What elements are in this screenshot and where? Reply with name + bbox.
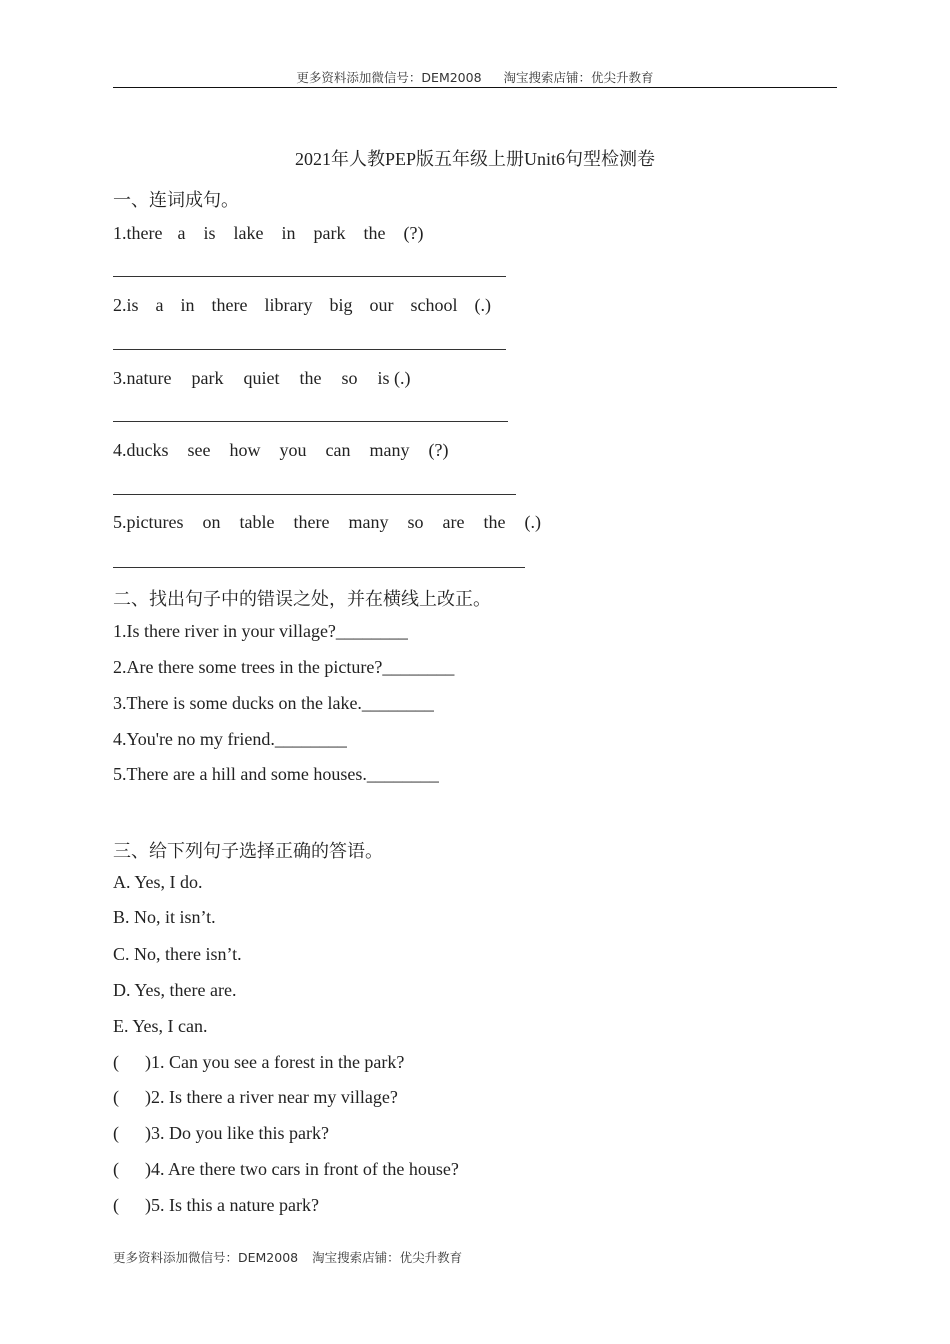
part1-item-1: 1.there a is lake in park the (?) (113, 223, 424, 243)
part1-item-2: 2.is a in there library big our school (.) (113, 295, 492, 315)
option-b: B. No, it isn’t. (113, 907, 216, 927)
answer-paren[interactable]: ( (113, 1123, 119, 1143)
footer-wechat: 更多资料添加微信号：DEM2008 (113, 1250, 299, 1265)
question-4: ( )4. Are there two cars in front of the house? (113, 1159, 459, 1179)
answer-blank[interactable] (113, 567, 525, 568)
part2-item-4: 4.You're no my friend.________ (113, 729, 347, 749)
part2-item-1: 1.Is there river in your village?________ (113, 621, 408, 641)
page-footer (113, 1248, 462, 1266)
footer-shop: 淘宝搜索店铺：优尖升教育 (312, 1250, 463, 1265)
question-3: ( )3. Do you like this park? (113, 1123, 329, 1143)
question-2: ( )2. Is there a river near my village? (113, 1087, 398, 1107)
part1-item-4: 4.ducks see how you can many (?) (113, 440, 449, 460)
header-wechat: 更多资料添加微信号：DEM2008 (296, 70, 482, 85)
part1-item-3: 3.nature park quiet the so is (.) (113, 368, 411, 388)
answer-paren[interactable]: ( (113, 1052, 119, 1072)
option-a: A. Yes, I do. (113, 872, 203, 892)
option-e: E. Yes, I can. (113, 1016, 208, 1036)
answer-paren[interactable]: ( (113, 1087, 119, 1107)
part2-item-3: 3.There is some ducks on the lake.________ (113, 693, 434, 713)
answer-paren[interactable]: ( (113, 1195, 119, 1215)
part2-item-2: 2.Are there some trees in the picture?________ (113, 657, 455, 677)
part2-item-5: 5.There are a hill and some houses.________ (113, 764, 439, 784)
part1-item-5: 5.pictures on table there many so are the (.) (113, 512, 541, 532)
document-title: 2021年人教PEP版五年级上册Unit6句型检测卷 (294, 149, 656, 169)
part1-heading: 一、连词成句。 (113, 190, 239, 210)
part2-heading: 二、找出句子中的错误之处，并在横线上改正。 (113, 589, 491, 609)
option-d: D. Yes, there are. (113, 980, 237, 1000)
header-divider (113, 87, 837, 88)
option-c: C. No, there isn’t. (113, 944, 242, 964)
header-shop: 淘宝搜索店铺：优尖升教育 (503, 70, 654, 85)
question-5: ( )5. Is this a nature park? (113, 1195, 319, 1215)
answer-blank[interactable] (113, 494, 516, 495)
answer-blank[interactable] (113, 421, 508, 422)
answer-blank[interactable] (113, 349, 506, 350)
question-1: ( )1. Can you see a forest in the park? (113, 1052, 405, 1072)
part3-heading: 三、给下列句子选择正确的答语。 (113, 841, 383, 861)
page-header (0, 68, 950, 86)
answer-paren[interactable]: ( (113, 1159, 119, 1179)
answer-blank[interactable] (113, 276, 506, 277)
